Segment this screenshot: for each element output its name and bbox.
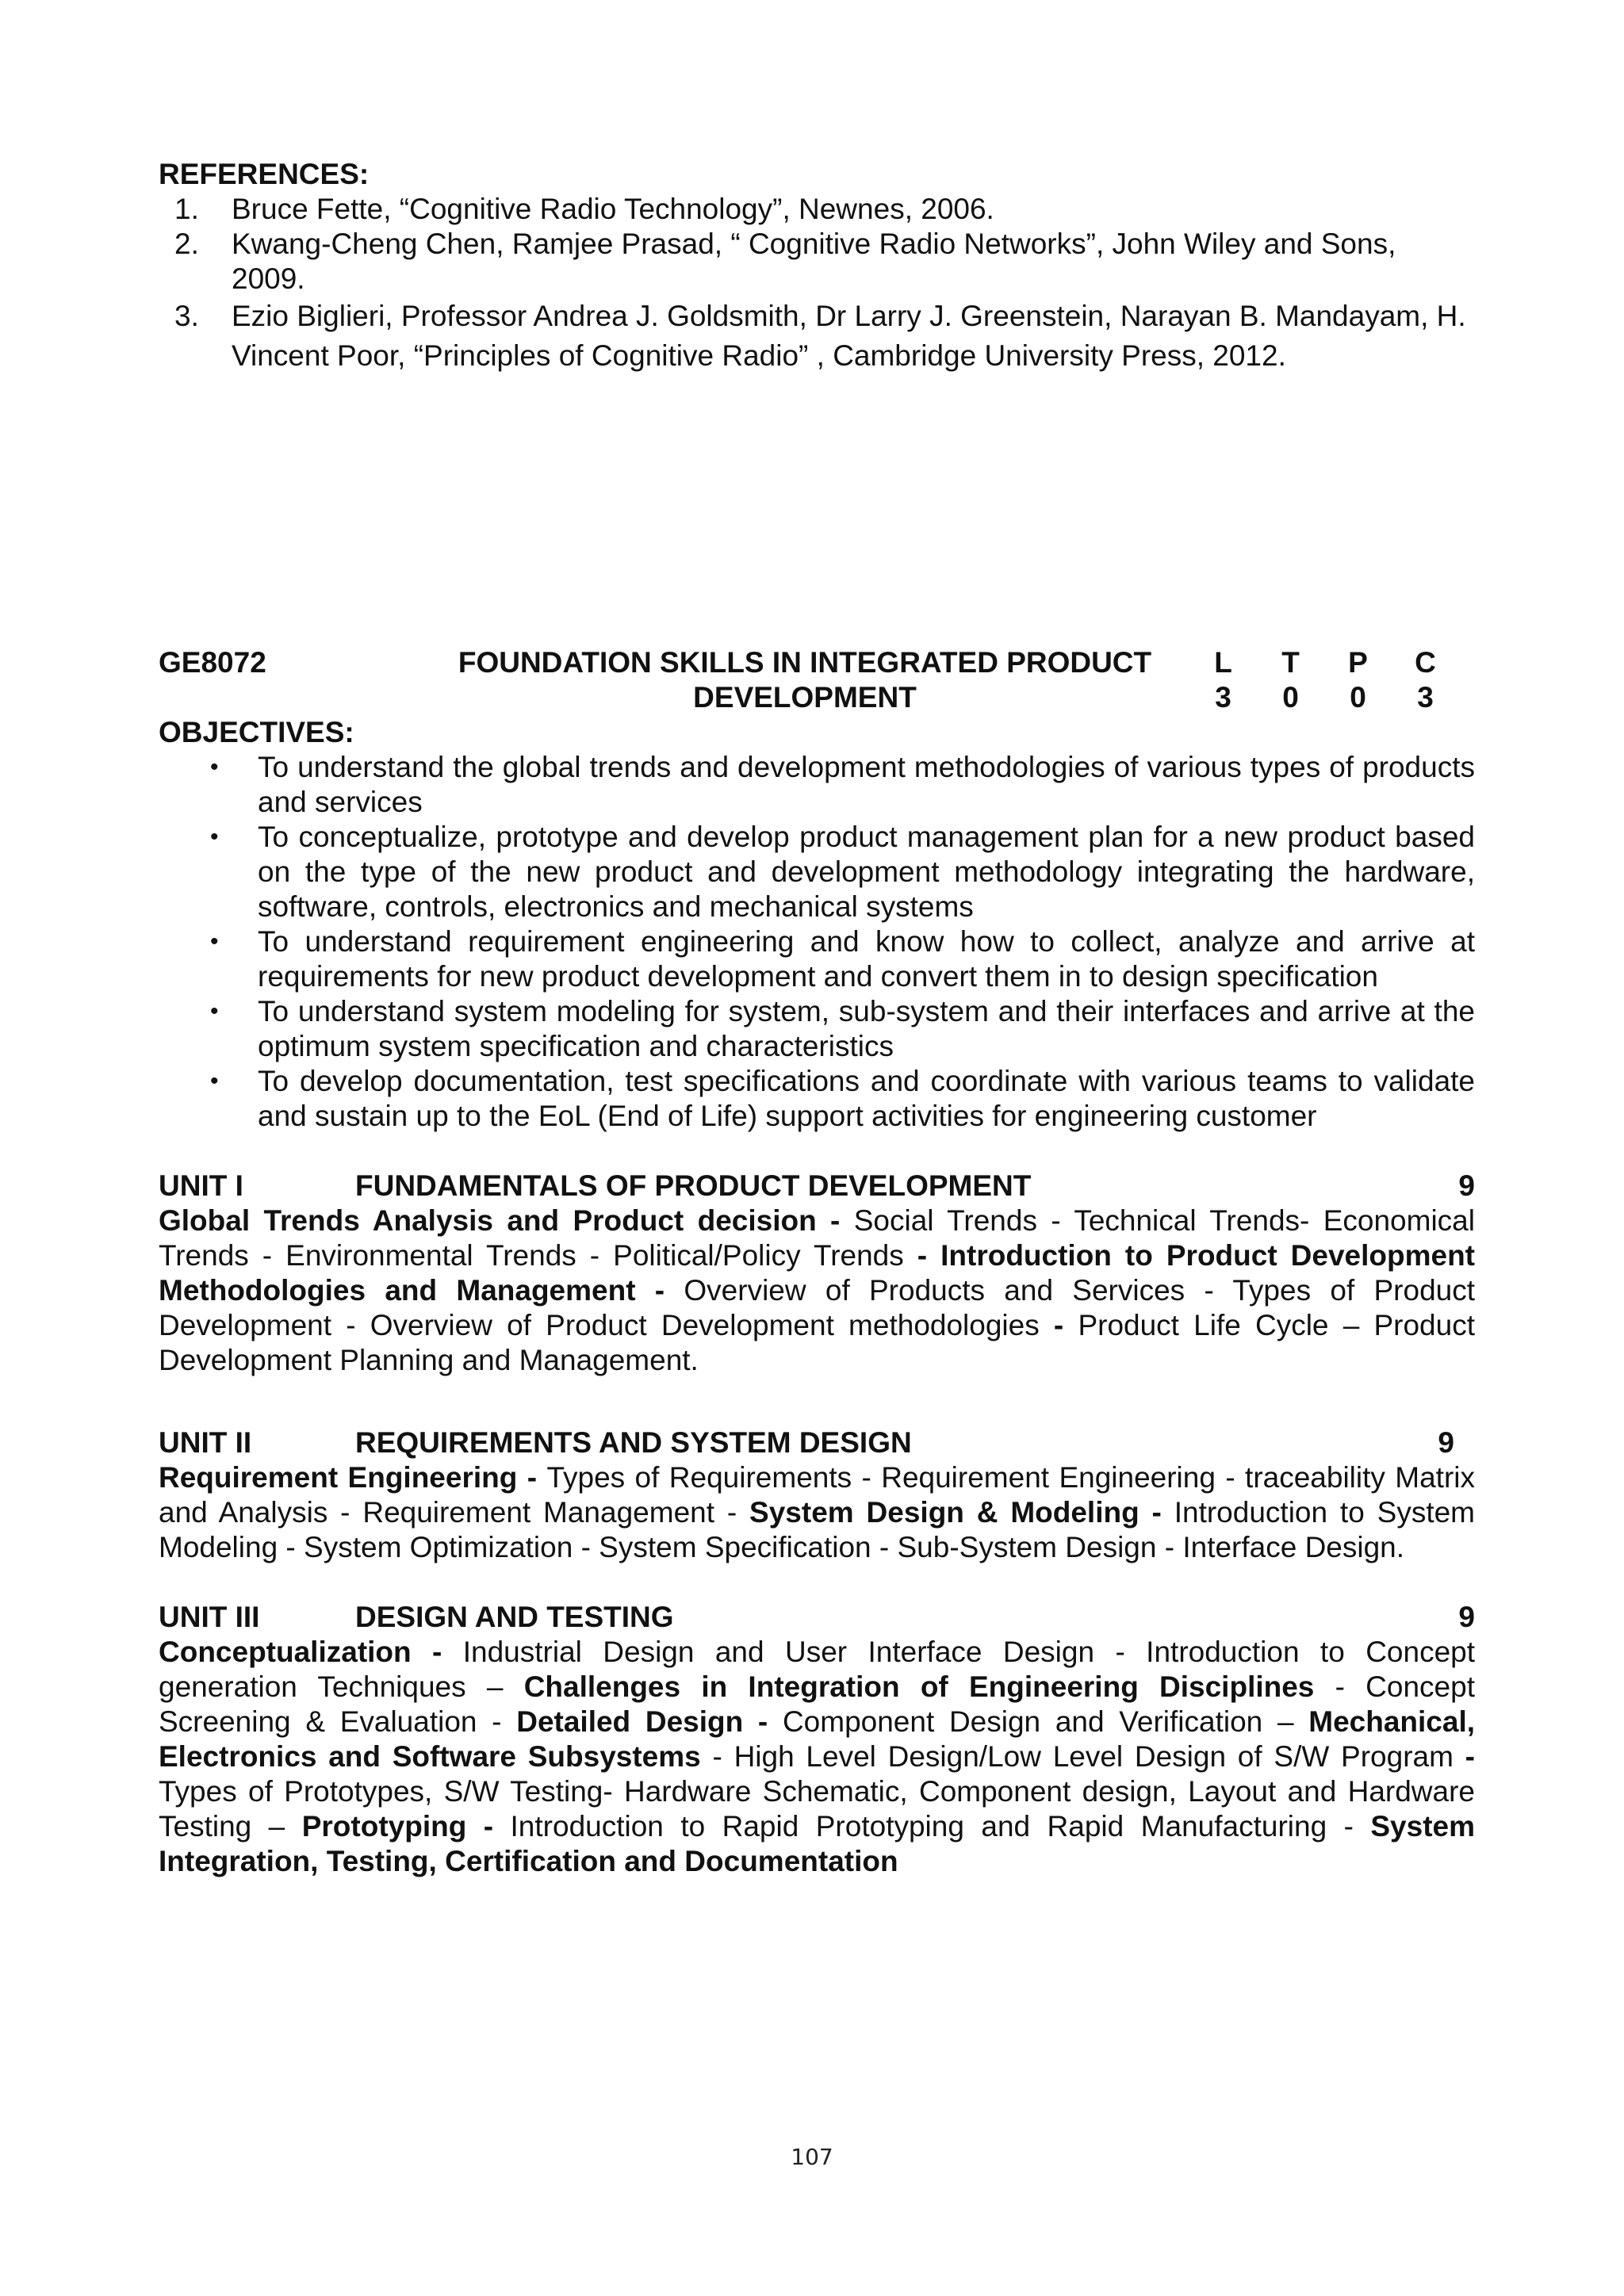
unit-description [159,1460,1475,1565]
unit-topic-text: Component Design and Verification – [782,1705,1309,1738]
spacer [159,1378,1475,1425]
unit-number: UNIT I [159,1169,243,1202]
course-title-line2: DEVELOPMENT [693,681,917,714]
page-content [159,157,1475,1879]
bullet-icon: • [210,754,219,780]
reference-number: 3. [174,300,199,332]
unit-topic-bold: - Introduction to Product Development Methodologies and Management - [159,1239,1476,1307]
reference-text: Ezio Biglieri, Professor Andrea J. Goldsmith, Dr Larry J. Greenstein, Narayan B. Mandayam, H. Vincent Poor, “Principles of Cognitive Radio” , Cambridge University Press, 2012. [232,300,1466,372]
reference-item [174,227,1475,297]
objective-item [210,820,1475,924]
unit-title: REQUIREMENTS AND SYSTEM DESIGN [355,1426,912,1459]
unit-description [159,1203,1475,1378]
reference-number: 2. [174,228,199,260]
unit-title: FUNDAMENTALS OF PRODUCT DEVELOPMENT [355,1169,1032,1202]
unit-hours: 9 [1438,1426,1454,1459]
page-number: 107 [791,2144,833,2170]
course-code: GE8072 [159,646,266,679]
objective-text: To understand the global trends and development methodologies of various types of products and services [258,751,1475,818]
ltpc-label: P [1348,646,1368,679]
unit-title: DESIGN AND TESTING [355,1601,674,1633]
unit-topic-text: Types of Requirements - Requirement Engineering - traceability Matrix and Analysis - Requirement Management - [159,1461,1475,1529]
reference-text: Kwang-Cheng Chen, Ramjee Prasad, “ Cognitive Radio Networks”, John Wiley and Sons, 2009. [232,228,1396,295]
ltpc-label: C [1415,646,1436,679]
unit-hours: 9 [1458,1169,1475,1202]
ltpc-value: 3 [1417,681,1434,714]
objective-item [210,1064,1475,1134]
unit-heading [159,1600,1475,1635]
objective-item [210,924,1475,994]
unit-topic-bold: Conceptualization - [159,1636,463,1668]
objectives-list [159,750,1475,1134]
unit-topic-bold: Prototyping - [301,1810,511,1843]
unit-topic-bold: Requirement Engineering - [159,1461,547,1494]
unit-topic-text: Introduction to System Modeling - System Optimization - System Specification - Sub-System Design - Interface Design. [159,1496,1475,1563]
unit-topic-bold: Detailed Design - [516,1705,783,1738]
objective-text: To understand system modeling for system, sub-system and their interfaces and arrive at the optimum system specification and characteristics [258,995,1475,1062]
course-header [159,645,1475,715]
unit-topic-bold: Mechanical, Electronics and Software Subsystems [159,1705,1476,1773]
unit-2 [159,1425,1475,1565]
objective-text: To understand requirement engineering and know how to collect, analyze and arrive at requirements for new product development and convert them in to design specification [258,925,1475,993]
bullet-icon: • [210,998,219,1024]
unit-hours: 9 [1458,1601,1475,1633]
unit-topic-text: - High Level Design/Low Level Design of S/W Program [712,1740,1465,1773]
unit-topic-text: Introduction to Rapid Prototyping and Rapid Manufacturing - [510,1810,1371,1843]
objectives-heading: OBJECTIVES: [159,716,354,748]
objective-text: To conceptualize, prototype and develop product management plan for a new product based on the type of the new product and development methodology integrating the hardware, software, controls, electronics and mechanical systems [258,821,1475,923]
ltpc-table [1189,645,1459,715]
unit-topic-text: Social Trends - Technical Trends- Economical Trends - Environmental Trends - Political/Policy Trends [159,1204,1475,1272]
bullet-icon: • [210,1068,219,1094]
ltpc-value: 3 [1215,681,1231,714]
spacer [159,376,1475,645]
objective-item [210,750,1475,820]
reference-number: 1. [174,193,199,225]
ltpc-value: 0 [1350,681,1366,714]
reference-item [174,297,1475,376]
references-list [159,192,1475,376]
unit-number: UNIT II [159,1426,252,1459]
unit-topic-bold: - [1053,1309,1078,1341]
unit-3 [159,1600,1475,1879]
ltpc-values-row [1189,680,1459,715]
unit-heading [159,1425,1475,1460]
unit-number: UNIT III [159,1601,260,1633]
bullet-icon: • [210,928,219,955]
course-title-line1: FOUNDATION SKILLS IN INTEGRATED PRODUCT [458,646,1152,679]
course-title [420,645,1189,715]
bullet-icon: • [210,824,219,850]
reference-text: Bruce Fette, “Cognitive Radio Technology”, Newnes, 2006. [232,193,994,225]
ltpc-value: 0 [1282,681,1299,714]
unit-topic-text: Types of Prototypes, S/W Testing- Hardware Schematic, Component design, Layout and Hardware Testing – [159,1775,1475,1843]
unit-1 [159,1169,1475,1378]
unit-topic-text: Overview of Products and Services - Types of Product Development - Overview of Product Development methodologies [159,1274,1476,1341]
objective-text: To develop documentation, test specifications and coordinate with various teams to validate and sustain up to the EoL (End of Life) support activities for engineering customer [258,1065,1475,1132]
reference-item [174,192,1475,227]
ltpc-label: L [1214,646,1232,679]
unit-topic-text: Industrial Design and User Interface Design - Introduction to Concept generation Techniques – [159,1636,1476,1703]
references-heading: REFERENCES: [159,158,370,190]
unit-topic-bold: - [1465,1740,1475,1773]
unit-topic-bold: System Integration, Testing, Certification and Documentation [159,1810,1476,1877]
unit-topic-bold: System Design & Modeling - [749,1496,1174,1529]
unit-topic-bold: Global Trends Analysis and Product decision - [159,1204,854,1237]
unit-topic-text: Product Life Cycle – Product Development Planning and Management. [159,1309,1475,1376]
unit-description [159,1635,1475,1879]
objective-item [210,994,1475,1064]
ltpc-label: T [1281,646,1300,679]
unit-topic-bold: Challenges in Integration of Engineering Disciplines [523,1670,1335,1703]
unit-topic-text: - Concept Screening & Evaluation - [159,1670,1475,1738]
ltpc-labels-row [1189,645,1459,680]
unit-heading [159,1169,1475,1203]
